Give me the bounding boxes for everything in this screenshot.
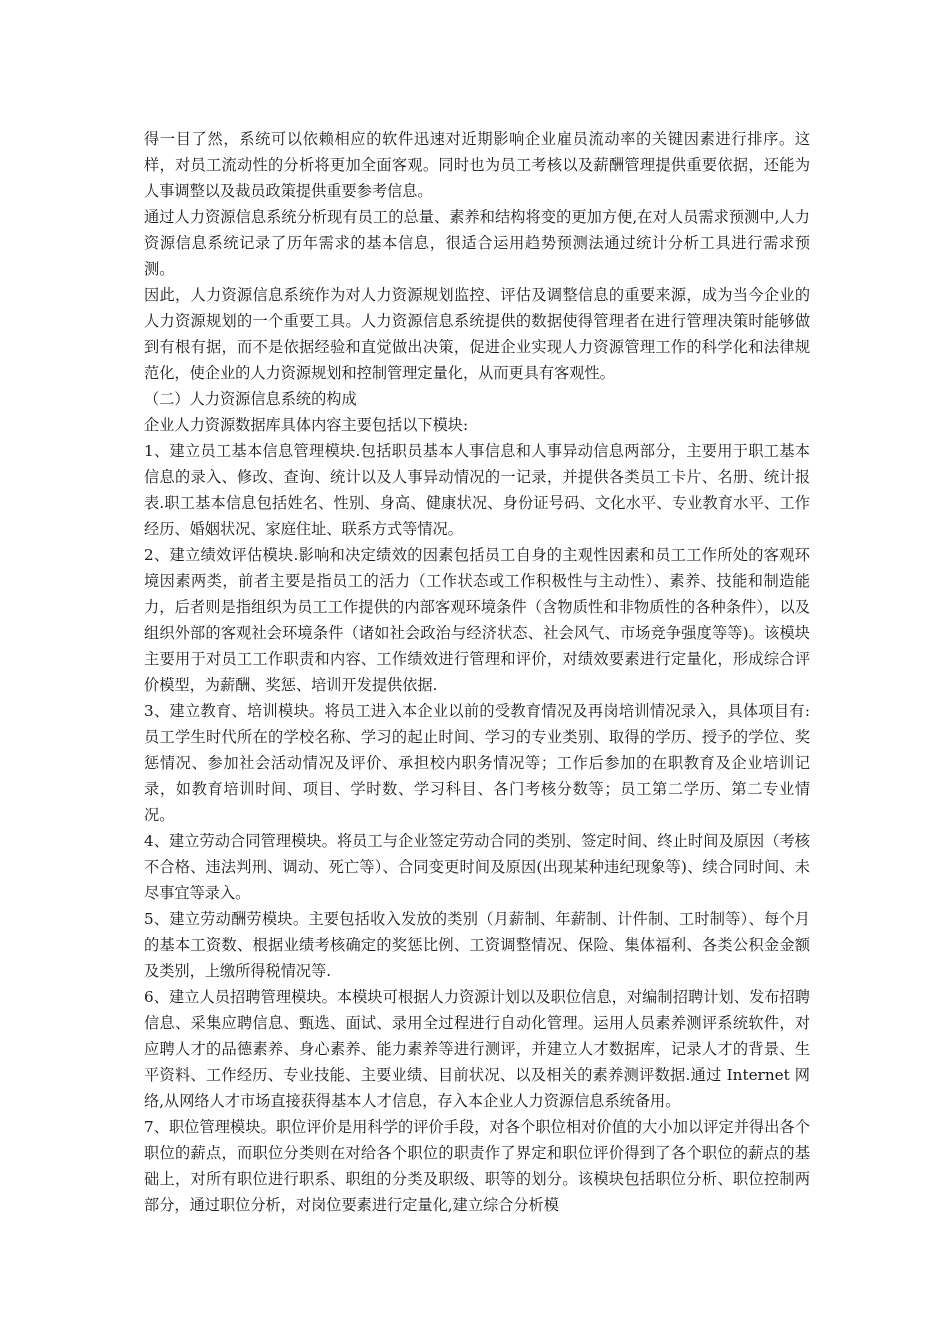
document-body xyxy=(144,126,810,1218)
paragraph: 得一目了然，系统可以依赖相应的软件迅速对近期影响企业雇员流动率的关键因素进行排序。这样，对员工流动性的分析将更加全面客观。同时也为员工考核以及薪酬管理提供重要依据，还能为人事调整以及裁员政策提供重要参考信息。 xyxy=(144,130,810,200)
section-heading: （二）人力资源信息系统的构成 xyxy=(144,390,357,408)
list-item: 5、建立劳动酬劳模块。主要包括收入发放的类别（月薪制、年薪制、计件制、工时制等）、每个月的基本工资数、根据业绩考核确定的奖惩比例、工资调整情况、保险、集体福利、各类公积金金额及类别，上缴所得税情况等. xyxy=(144,910,810,980)
list-item: 1、建立员工基本信息管理模块.包括职员基本人事信息和人事异动信息两部分，主要用于职工基本信息的录入、修改、查询、统计以及人事异动情况的一记录，并提供各类员工卡片、名册、统计报表.职工基本信息包括姓名、性别、身高、健康状况、身份证号码、文化水平、专业教育水平、工作经历、婚姻状况、家庭住址、联系方式等情况。 xyxy=(144,442,810,538)
list-item: 7、职位管理模块。职位评价是用科学的评价手段，对各个职位相对价值的大小加以评定并得出各个职位的薪点，而职位分类则在对给各个职位的职责作了界定和职位评价得到了各个职位的薪点的基础上，对所有职位进行职系、职组的分类及职级、职等的划分。该模块包括职位分析、职位控制两部分，通过职位分析，对岗位要素进行定量化,建立综合分析模 xyxy=(144,1118,810,1214)
list-item: 2、建立绩效评估模块.影响和决定绩效的因素包括员工自身的主观性因素和员工工作所处的客观环境因素两类，前者主要是指员工的活力（工作状态或工作积极性与主动性）、素养、技能和制造能力，后者则是指组织为员工工作提供的内部客观环境条件（含物质性和非物质性的各种条件），以及组织外部的客观社会环境条件（诸如社会政治与经济状态、社会风气、市场竞争强度等等)。该模块主要用于对员工工作职责和内容、工作绩效进行管理和评价，对绩效要素进行定量化，形成综合评价模型，为薪酬、奖惩、培训开发提供依据. xyxy=(144,546,810,694)
list-item: 6、建立人员招聘管理模块。本模块可根据人力资源计划以及职位信息，对编制招聘计划、发布招聘信息、采集应聘信息、甄选、面试、录用全过程进行自动化管理。运用人员素养测评系统软件，对应聘人才的品德素养、身心素养、能力素养等进行测评，并建立人才数据库，记录人才的背景、生平资料、工作经历、专业技能、主要业绩、目前状况、以及相关的素养测评数据.通过 Internet 网络,从网络人才市场直接获得基本人才信息，存入本企业人力资源信息系统备用。 xyxy=(144,988,810,1110)
list-item: 4、建立劳动合同管理模块。将员工与企业签定劳动合同的类别、签定时间、终止时间及原因（考核不合格、违法判刑、调动、死亡等）、合同变更时间及原因(出现某种违纪现象等)、续合同时间、未尽事宜等录入。 xyxy=(144,832,810,902)
paragraph: 企业人力资源数据库具体内容主要包括以下模块: xyxy=(144,416,469,434)
paragraph: 因此，人力资源信息系统作为对人力资源规划监控、评估及调整信息的重要来源，成为当今企业的人力资源规划的一个重要工具。人力资源信息系统提供的数据使得管理者在进行管理决策时能够做到有根有据，而不是依据经验和直觉做出决策，促进企业实现人力资源管理工作的科学化和法律规范化，使企业的人力资源规划和控制管理定量化，从而更具有客观性。 xyxy=(144,286,810,382)
paragraph: 通过人力资源信息系统分析现有员工的总量、素养和结构将变的更加方便,在对人员需求预测中,人力资源信息系统记录了历年需求的基本信息，很适合运用趋势预测法通过统计分析工具进行需求预测。 xyxy=(144,208,810,278)
list-item: 3、建立教育、培训模块。将员工进入本企业以前的受教育情况及再岗培训情况录入，具体项目有:员工学生时代所在的学校名称、学习的起止时间、学习的专业类别、取得的学历、授予的学位、奖惩情况、参加社会活动情况及评价、承担校内职务情况等；工作后参加的在职教育及企业培训记录，如教育培训时间、项目、学时数、学习科目、各门考核分数等；员工第二学历、第二专业情况。 xyxy=(144,702,810,824)
